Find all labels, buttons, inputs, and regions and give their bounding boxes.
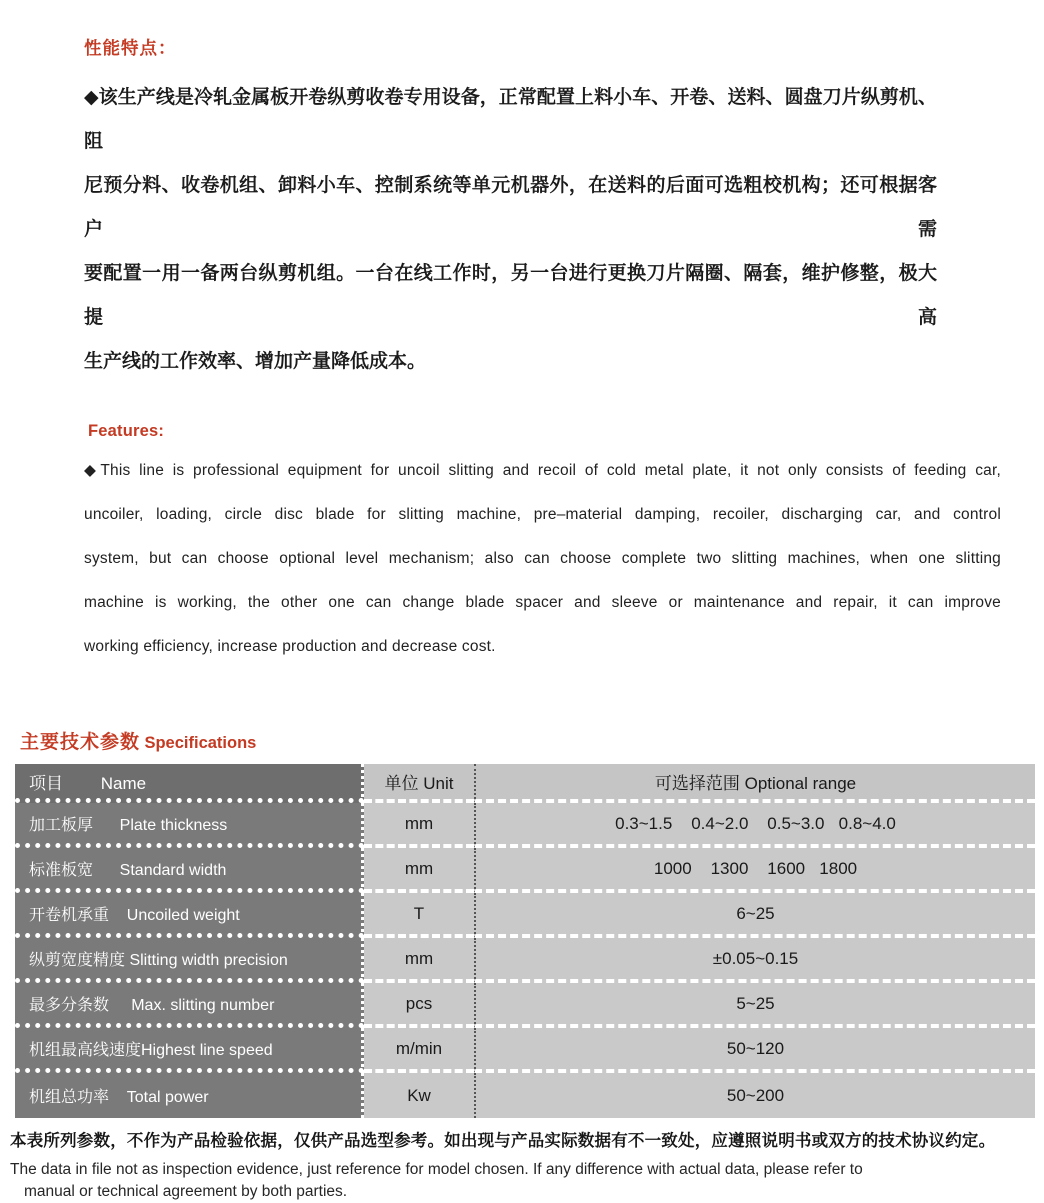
specifications-heading — [20, 731, 1044, 756]
specifications-heading-cn: 主要技术参数 — [20, 732, 141, 753]
paragraph-line: The data in file not as inspection evidence, just reference for model chosen. If any difference with actual data, please refer to — [10, 1161, 863, 1178]
spec-range-cell: 50~200 — [474, 1073, 1035, 1118]
paragraph-line: machine is working, the other one can change blade spacer and sleeve or maintenance and repair, it can improve — [84, 594, 1001, 611]
specifications-heading-en: Specifications — [144, 734, 257, 752]
en-feature-paragraph — [84, 449, 1001, 669]
spec-row — [15, 938, 1035, 983]
spec-row — [15, 848, 1035, 893]
footnote-cn: 本表所列参数，不作为产品检验依据，仅供产品选型参考。如出现与产品实际数据有不一致处，应遵照说明书或双方的技术协议约定。 — [10, 1132, 996, 1150]
specifications-table — [15, 764, 1035, 1118]
spec-row — [15, 983, 1035, 1028]
spec-header-unit: 单位 Unit — [364, 764, 474, 803]
spec-range-cell: 0.3~1.5 0.4~2.0 0.5~3.0 0.8~4.0 — [474, 803, 1035, 848]
spec-header-range: 可选择范围 Optional range — [474, 764, 1035, 803]
paragraph-line: uncoiler, loading, circle disc blade for slitting machine, pre–material damping, recoiler, discharging car, and control — [84, 506, 1001, 523]
paragraph-line: 要配置一用一备两台纵剪机组。一台在线工作时，另一台进行更换刀片隔圈、隔套，维护修整，极大提高 — [84, 263, 937, 328]
spec-range-cell: 6~25 — [474, 893, 1035, 938]
spec-range-cell: 1000 1300 1600 1800 — [474, 848, 1035, 893]
spec-range-cell: ±0.05~0.15 — [474, 938, 1035, 983]
spec-range-cell: 5~25 — [474, 983, 1035, 1028]
paragraph-line: manual or technical agreement by both parties. — [24, 1183, 348, 1200]
spec-unit-cell: mm — [364, 938, 474, 983]
spec-name-cell: 加工板厚 Plate thickness — [15, 803, 364, 848]
spec-row — [15, 893, 1035, 938]
paragraph-line: ◆This line is professional equipment for uncoil slitting and recoil of cold metal plate, it not only consists of feeding car, — [84, 462, 1001, 479]
paragraph-line: working efficiency, increase production and decrease cost. — [84, 638, 496, 655]
spec-unit-cell: T — [364, 893, 474, 938]
spec-name-cell: 最多分条数 Max. slitting number — [15, 983, 364, 1028]
spec-header-name: 项目 Name — [15, 764, 364, 803]
spec-name-cell: 纵剪宽度精度 Slitting width precision — [15, 938, 364, 983]
spec-name-cell: 机组总功率 Total power — [15, 1073, 364, 1118]
spec-range-cell: 50~120 — [474, 1028, 1035, 1073]
spec-unit-cell: Kw — [364, 1073, 474, 1118]
paragraph-line: 生产线的工作效率、增加产量降低成本。 — [84, 351, 427, 372]
performance-features-heading-cn: 性能特点： — [84, 38, 177, 58]
paragraph-line: 尼预分料、收卷机组、卸料小车、控制系统等单元机器外，在送料的后面可选粗校机构；还可根据客户需 — [84, 175, 937, 240]
cn-feature-paragraph — [84, 76, 937, 384]
features-heading-en: Features: — [88, 422, 165, 440]
spec-row — [15, 1073, 1035, 1118]
spec-unit-cell: m/min — [364, 1028, 474, 1073]
spec-unit-cell: mm — [364, 803, 474, 848]
paragraph-line: system, but can choose optional level mechanism; also can choose complete two slitting machines, when one slitting — [84, 550, 1001, 567]
spec-name-cell: 机组最高线速度Highest line speed — [15, 1028, 364, 1073]
spec-header-row — [15, 764, 1035, 803]
paragraph-line: ◆该生产线是冷轧金属板开卷纵剪收卷专用设备，正常配置上料小车、开卷、送料、圆盘刀片纵剪机、阻 — [84, 87, 937, 152]
spec-unit-cell: pcs — [364, 983, 474, 1028]
spec-name-cell: 标准板宽 Standard width — [15, 848, 364, 893]
footnote-en — [10, 1159, 1030, 1203]
spec-row — [15, 1028, 1035, 1073]
spec-unit-cell: mm — [364, 848, 474, 893]
spec-row — [15, 803, 1035, 848]
spec-name-cell: 开卷机承重 Uncoiled weight — [15, 893, 364, 938]
